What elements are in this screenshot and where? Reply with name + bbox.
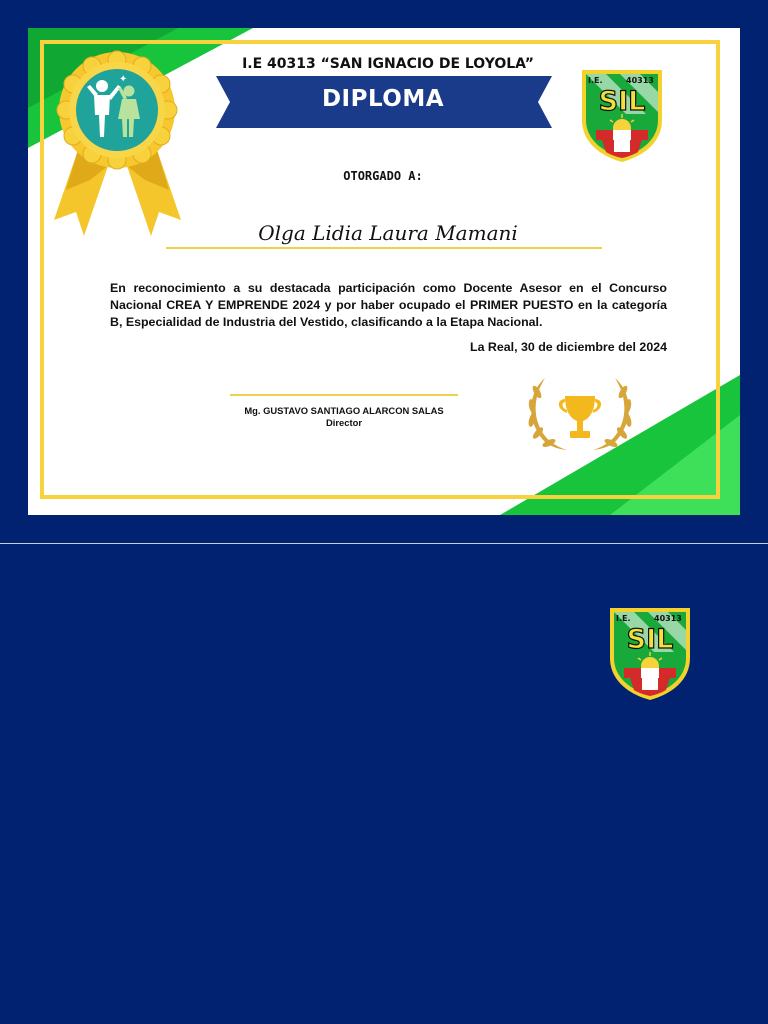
crest-initials: SIL: [598, 86, 646, 117]
recipient-underline: [166, 247, 602, 249]
signer-title: Director: [326, 417, 362, 428]
recipient-name: Olga Lidia Laura Mamani: [258, 221, 518, 245]
school-name: I.E 40313 “SAN IGNACIO DE LOYOLA”: [242, 56, 534, 72]
svg-text:✦: ✦: [119, 74, 128, 85]
crest-number: 40313: [654, 614, 682, 623]
crest-initials: SIL: [626, 624, 674, 655]
crest-prefix: I.E.: [616, 614, 631, 623]
diploma-card: [28, 28, 740, 515]
awarded-to-label: OTORGADO A:: [343, 169, 423, 183]
award-description: En reconocimiento a su destacada participación como Docente Asesor en el Concurso Nacional CREA Y EMPRENDE 2024 y por haber ocupado el PRIMER PUESTO en la categoría B, Especialidad de Industria del Vestido, clasificando a la Etapa Nacional.: [110, 281, 667, 329]
award-rosette-icon: [50, 50, 185, 240]
issue-date: La Real, 30 de diciembre del 2024: [470, 340, 667, 354]
diploma-title: DIPLOMA: [321, 86, 445, 112]
trophy-laurel-icon: [523, 374, 637, 452]
signature-line: [230, 394, 458, 396]
signer-name: Mg. GUSTAVO SANTIAGO ALARCON SALAS: [244, 405, 444, 416]
page-divider: [0, 543, 768, 544]
crest-number: 40313: [626, 76, 654, 85]
school-crest-icon: [608, 606, 692, 702]
school-crest-icon: [580, 68, 664, 164]
crest-prefix: I.E.: [588, 76, 603, 85]
